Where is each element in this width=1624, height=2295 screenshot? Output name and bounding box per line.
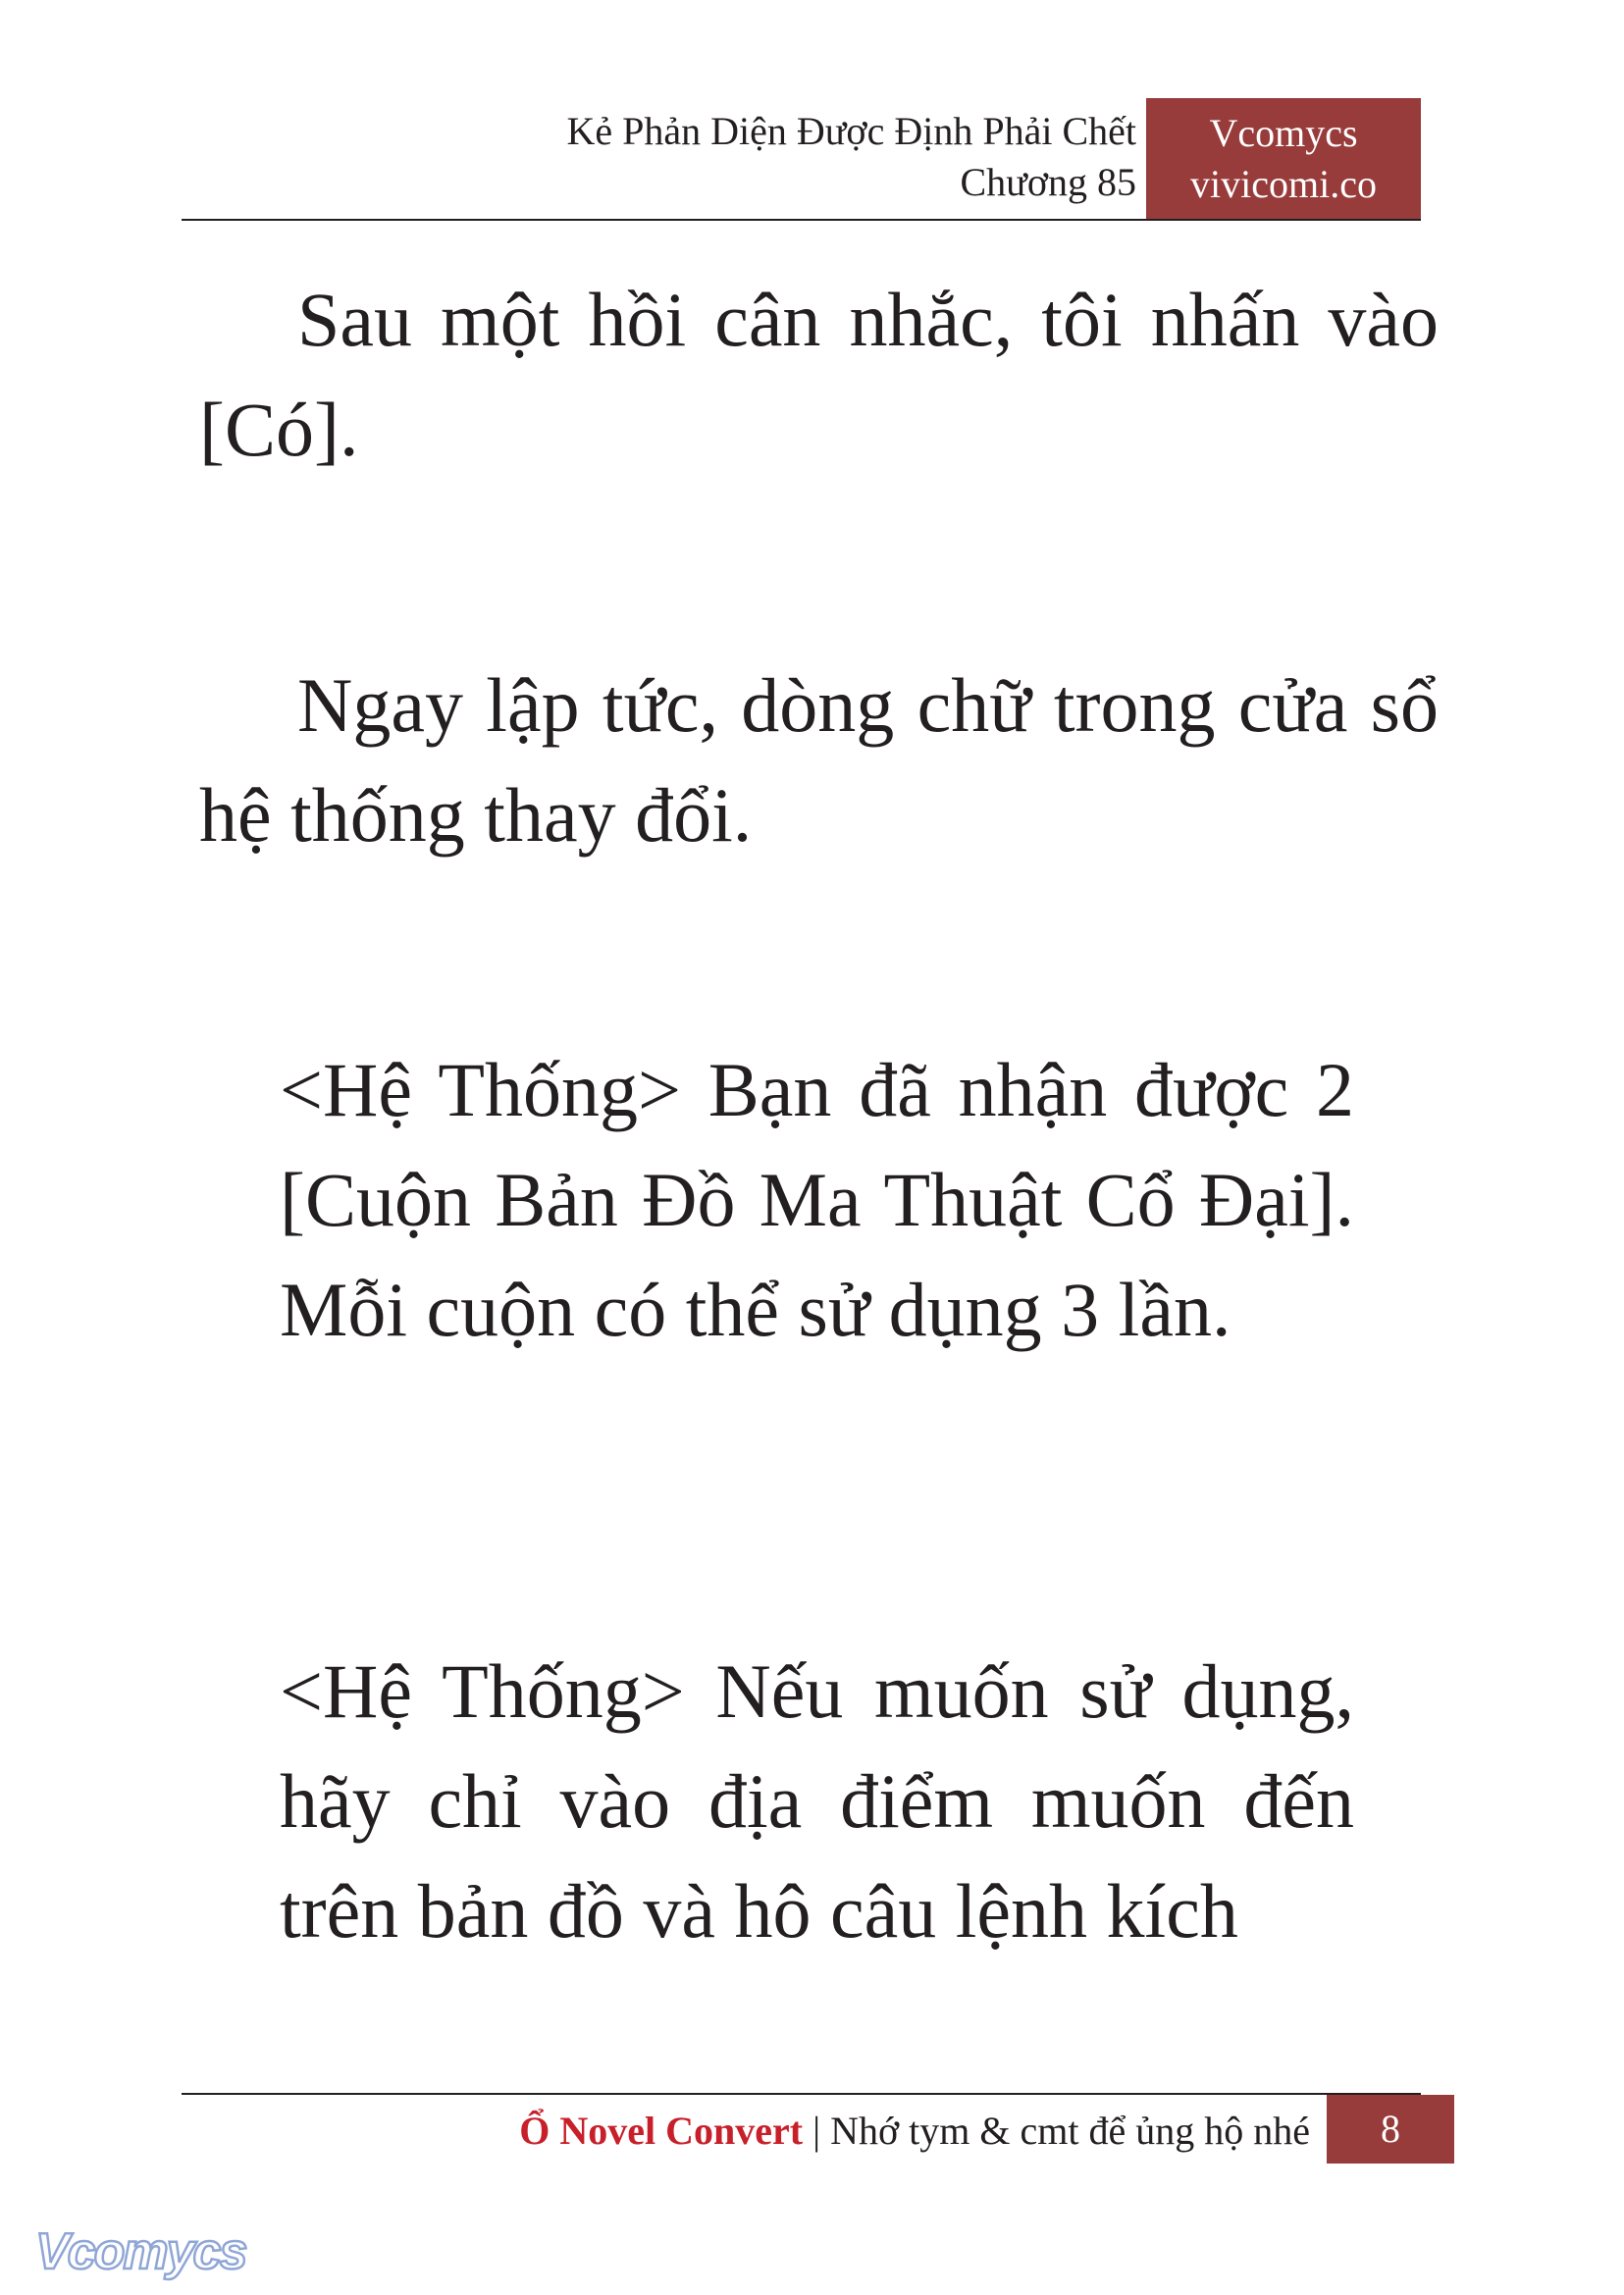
logo-lettering: Vcomycs <box>35 2223 246 2280</box>
footer-separator: | <box>812 2109 821 2153</box>
paragraph-1: Sau một hồi cân nhắc, tôi nhấn vào [Có]. <box>199 277 1439 472</box>
footer-line <box>519 2102 1310 2161</box>
paragraph-2: Ngay lập tức, dòng chữ trong cửa sổ hệ thống thay đổi. <box>199 662 1439 858</box>
page-number: 8 <box>1327 2095 1454 2164</box>
chapter-label: Chương 85 <box>960 160 1136 204</box>
system-message-1: <Hệ Thống> Bạn đã nhận được 2 [Cuộn Bản Đồ Ma Thuật Cổ Đại]. Mỗi cuộn có thể sử dụng 3 lần. <box>280 1047 1354 1352</box>
brand-site: vivicomi.co <box>1190 162 1377 206</box>
running-header <box>566 106 1136 208</box>
brand-name: Vcomycs <box>1209 111 1358 155</box>
brand-box <box>1146 98 1421 220</box>
vcomycs-logo-icon <box>29 2217 255 2286</box>
footer-divider <box>182 2093 1421 2095</box>
book-title: Kẻ Phản Diện Được Định Phải Chết <box>566 109 1136 153</box>
header-divider <box>182 219 1421 221</box>
footer-brand: Ổ Novel Convert <box>519 2109 804 2153</box>
footer-message: Nhớ tym & cmt để ủng hộ nhé <box>830 2109 1310 2153</box>
system-message-2: <Hệ Thống> Nếu muốn sử dụng, hãy chỉ vào địa điểm muốn đến trên bản đồ và hô câu lệnh kích <box>280 1648 1354 1954</box>
